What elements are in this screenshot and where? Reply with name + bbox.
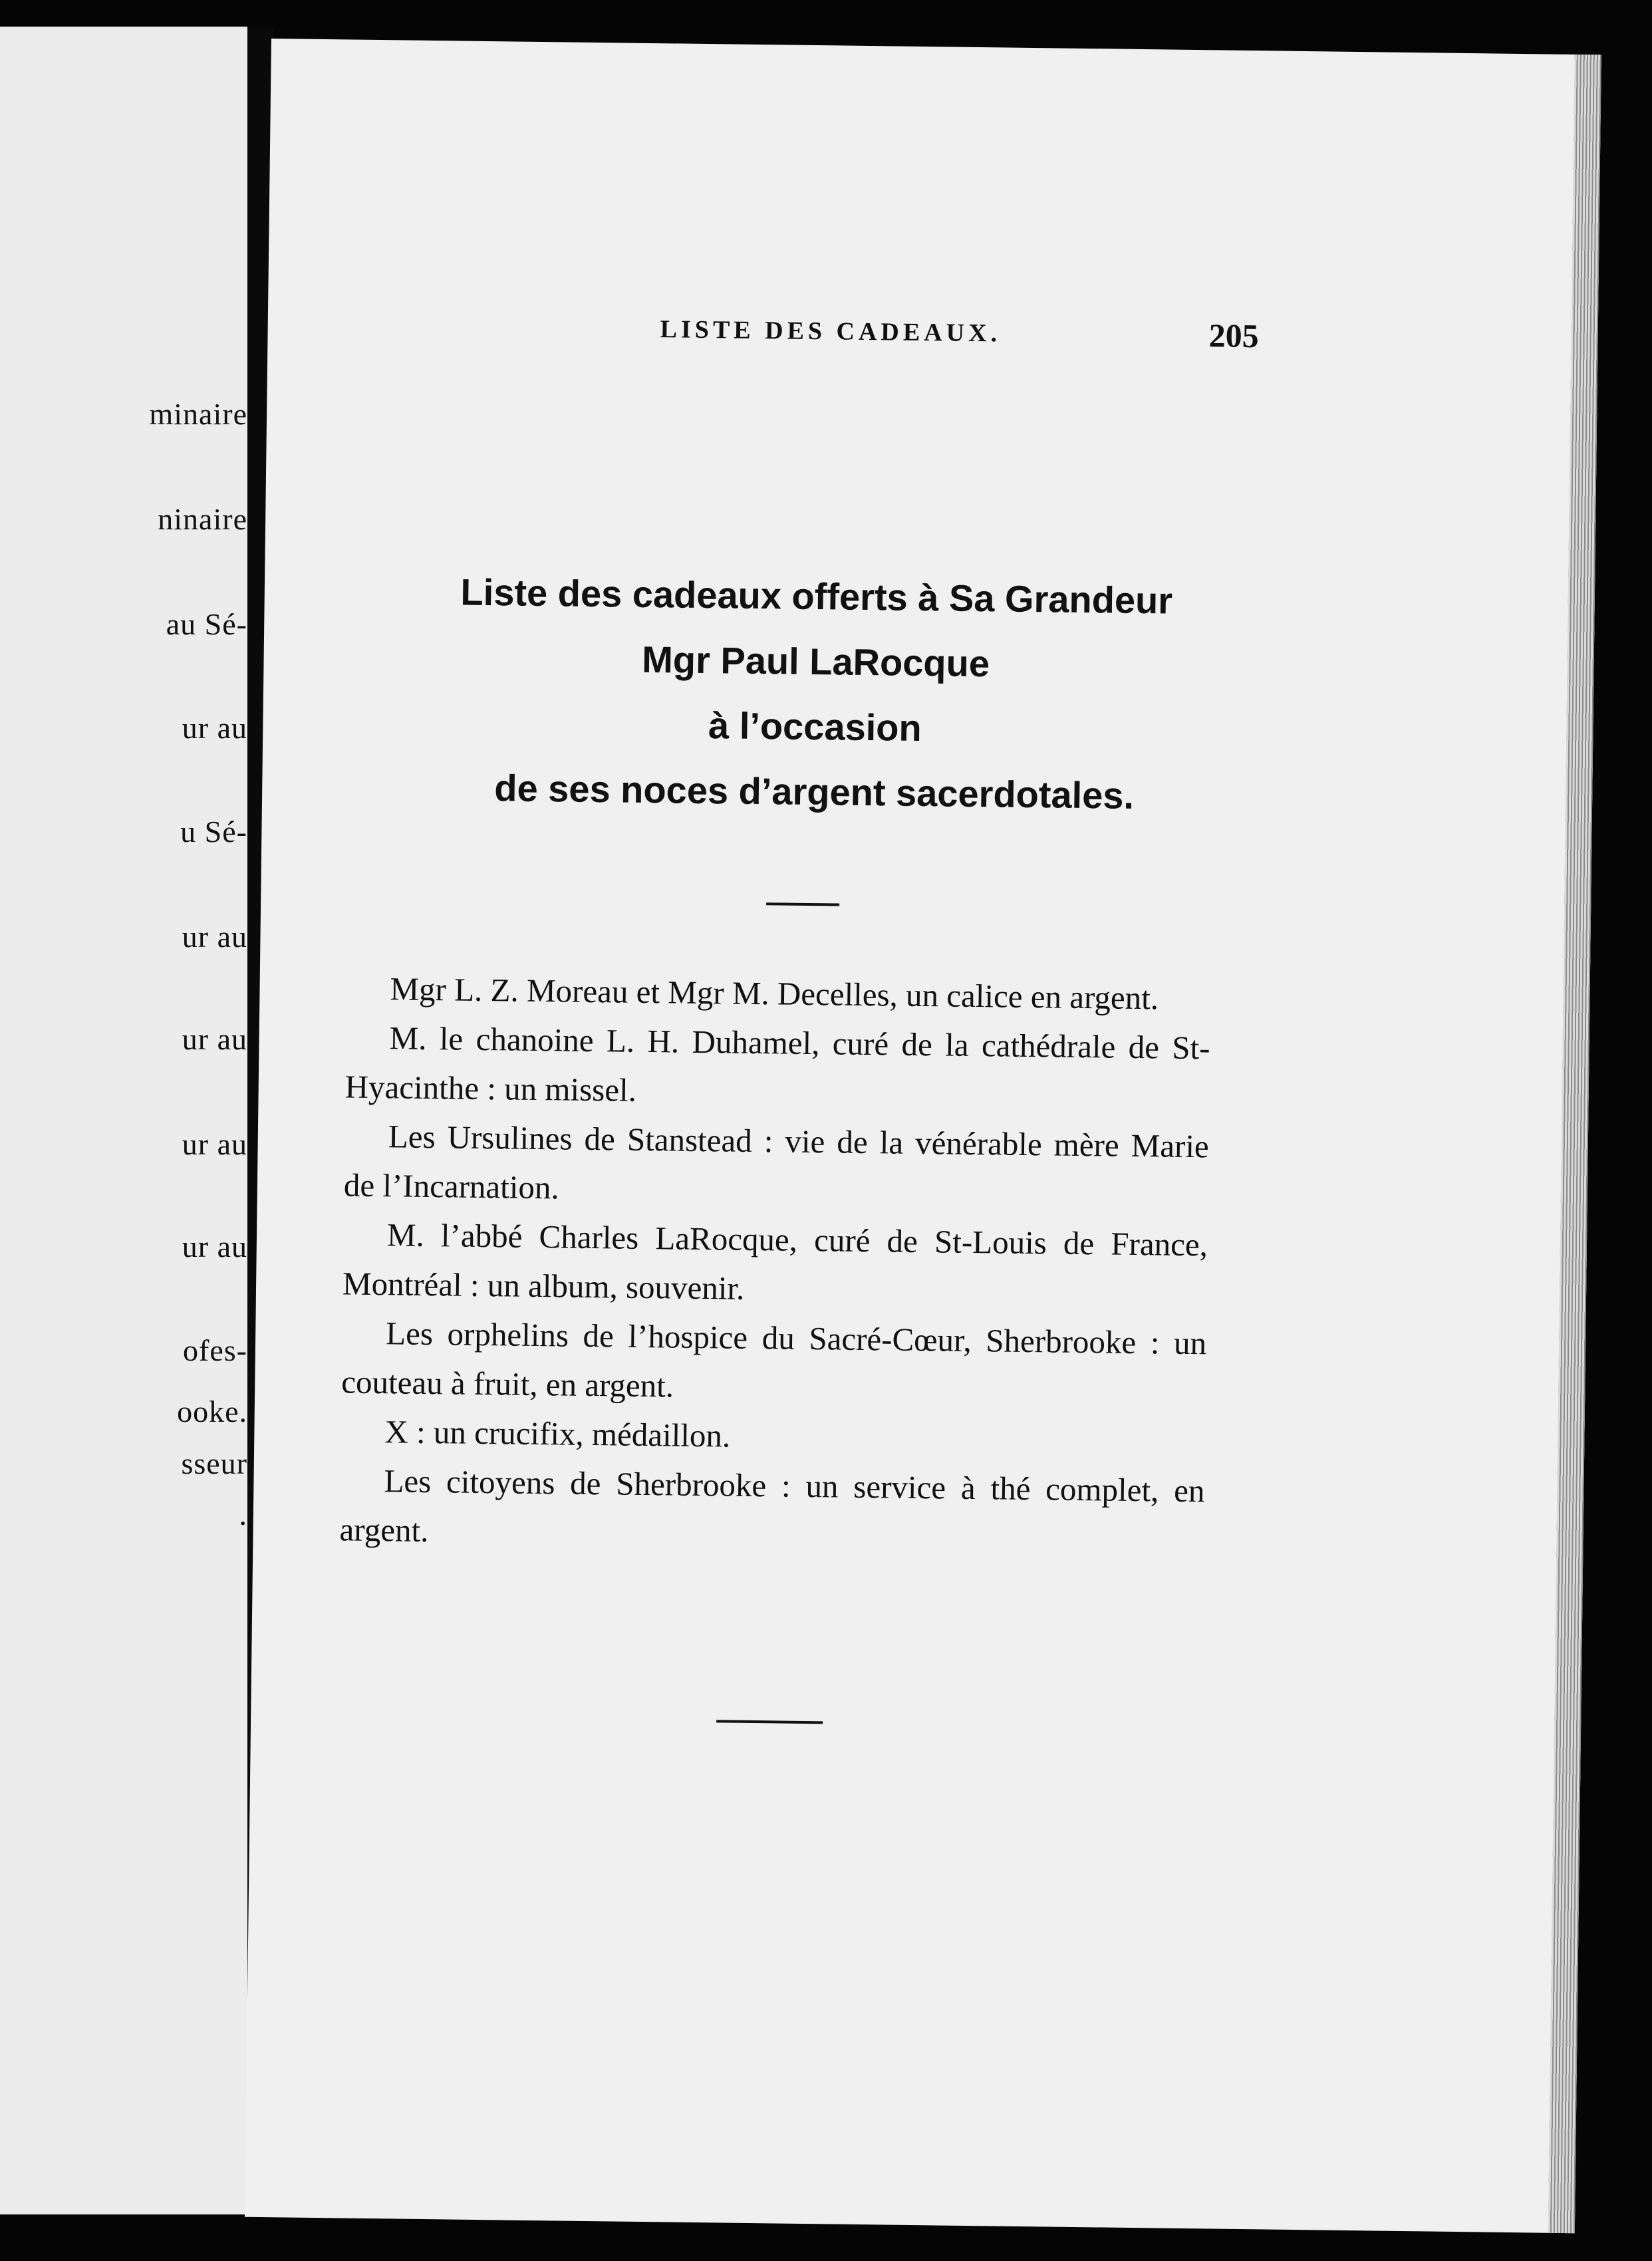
left-page-line: ooke. <box>177 1396 247 1427</box>
gift-entry: Les orphelins de l’hospice du Sacré-Cœur, Sherbrooke : un couteau à fruit, en argent. <box>341 1315 1207 1404</box>
left-page-line: u Sé- <box>180 817 247 847</box>
running-head: LISTE DES CADEAUX. <box>660 315 1002 348</box>
left-page-line: minaire <box>149 399 247 430</box>
gift-entry: Les Ursulines de Stanstead : vie de la vénérable mère Marie de l’Incarnation. <box>343 1118 1210 1206</box>
gift-entry: M. le chanoine L. H. Duhamel, curé de la cathédrale de St-Hyacinthe : un missel. <box>344 1019 1210 1109</box>
title-line: Liste des cadeaux offerts à Sa Grandeur <box>460 571 1173 622</box>
gift-entry: Les citoyens de Sherbrooke : un service à thé complet, en argent. <box>339 1462 1205 1549</box>
gift-list <box>339 964 1211 1565</box>
left-page-line: au Sé- <box>166 609 247 640</box>
left-page-fragment <box>0 27 251 2214</box>
title-line: de ses noces d’argent sacerdotales. <box>493 767 1135 817</box>
gift-entry: Mgr L. Z. Moreau et Mgr M. Decelles, un calice en argent. <box>390 970 1159 1017</box>
left-page-line: ninaire <box>158 504 247 535</box>
left-page-line: ur au <box>182 1129 247 1160</box>
title-line: à l’occasion <box>708 704 922 749</box>
gift-entry: X : un crucifix, médaillon. <box>384 1413 731 1454</box>
right-page <box>245 39 1601 2233</box>
left-page-line: sseur <box>181 1448 247 1479</box>
end-divider <box>716 1720 823 1724</box>
page-number: 205 <box>1208 317 1259 355</box>
left-page-line: . <box>239 1500 247 1530</box>
left-page-line: ur au <box>182 713 247 743</box>
section-divider <box>766 902 839 906</box>
left-page-line: ofes- <box>183 1335 247 1366</box>
page-title <box>382 559 1250 830</box>
left-page-line: ur au <box>182 1024 247 1055</box>
left-page-line: ur au <box>182 1232 247 1262</box>
page-edge <box>1548 55 1601 2233</box>
left-page-line: ur au <box>182 922 247 952</box>
title-line: Mgr Paul LaRocque <box>641 638 990 685</box>
gift-entry: M. l’abbé Charles LaRocque, curé de St-Louis de France, Montréal : un album, souvenir. <box>342 1216 1208 1307</box>
